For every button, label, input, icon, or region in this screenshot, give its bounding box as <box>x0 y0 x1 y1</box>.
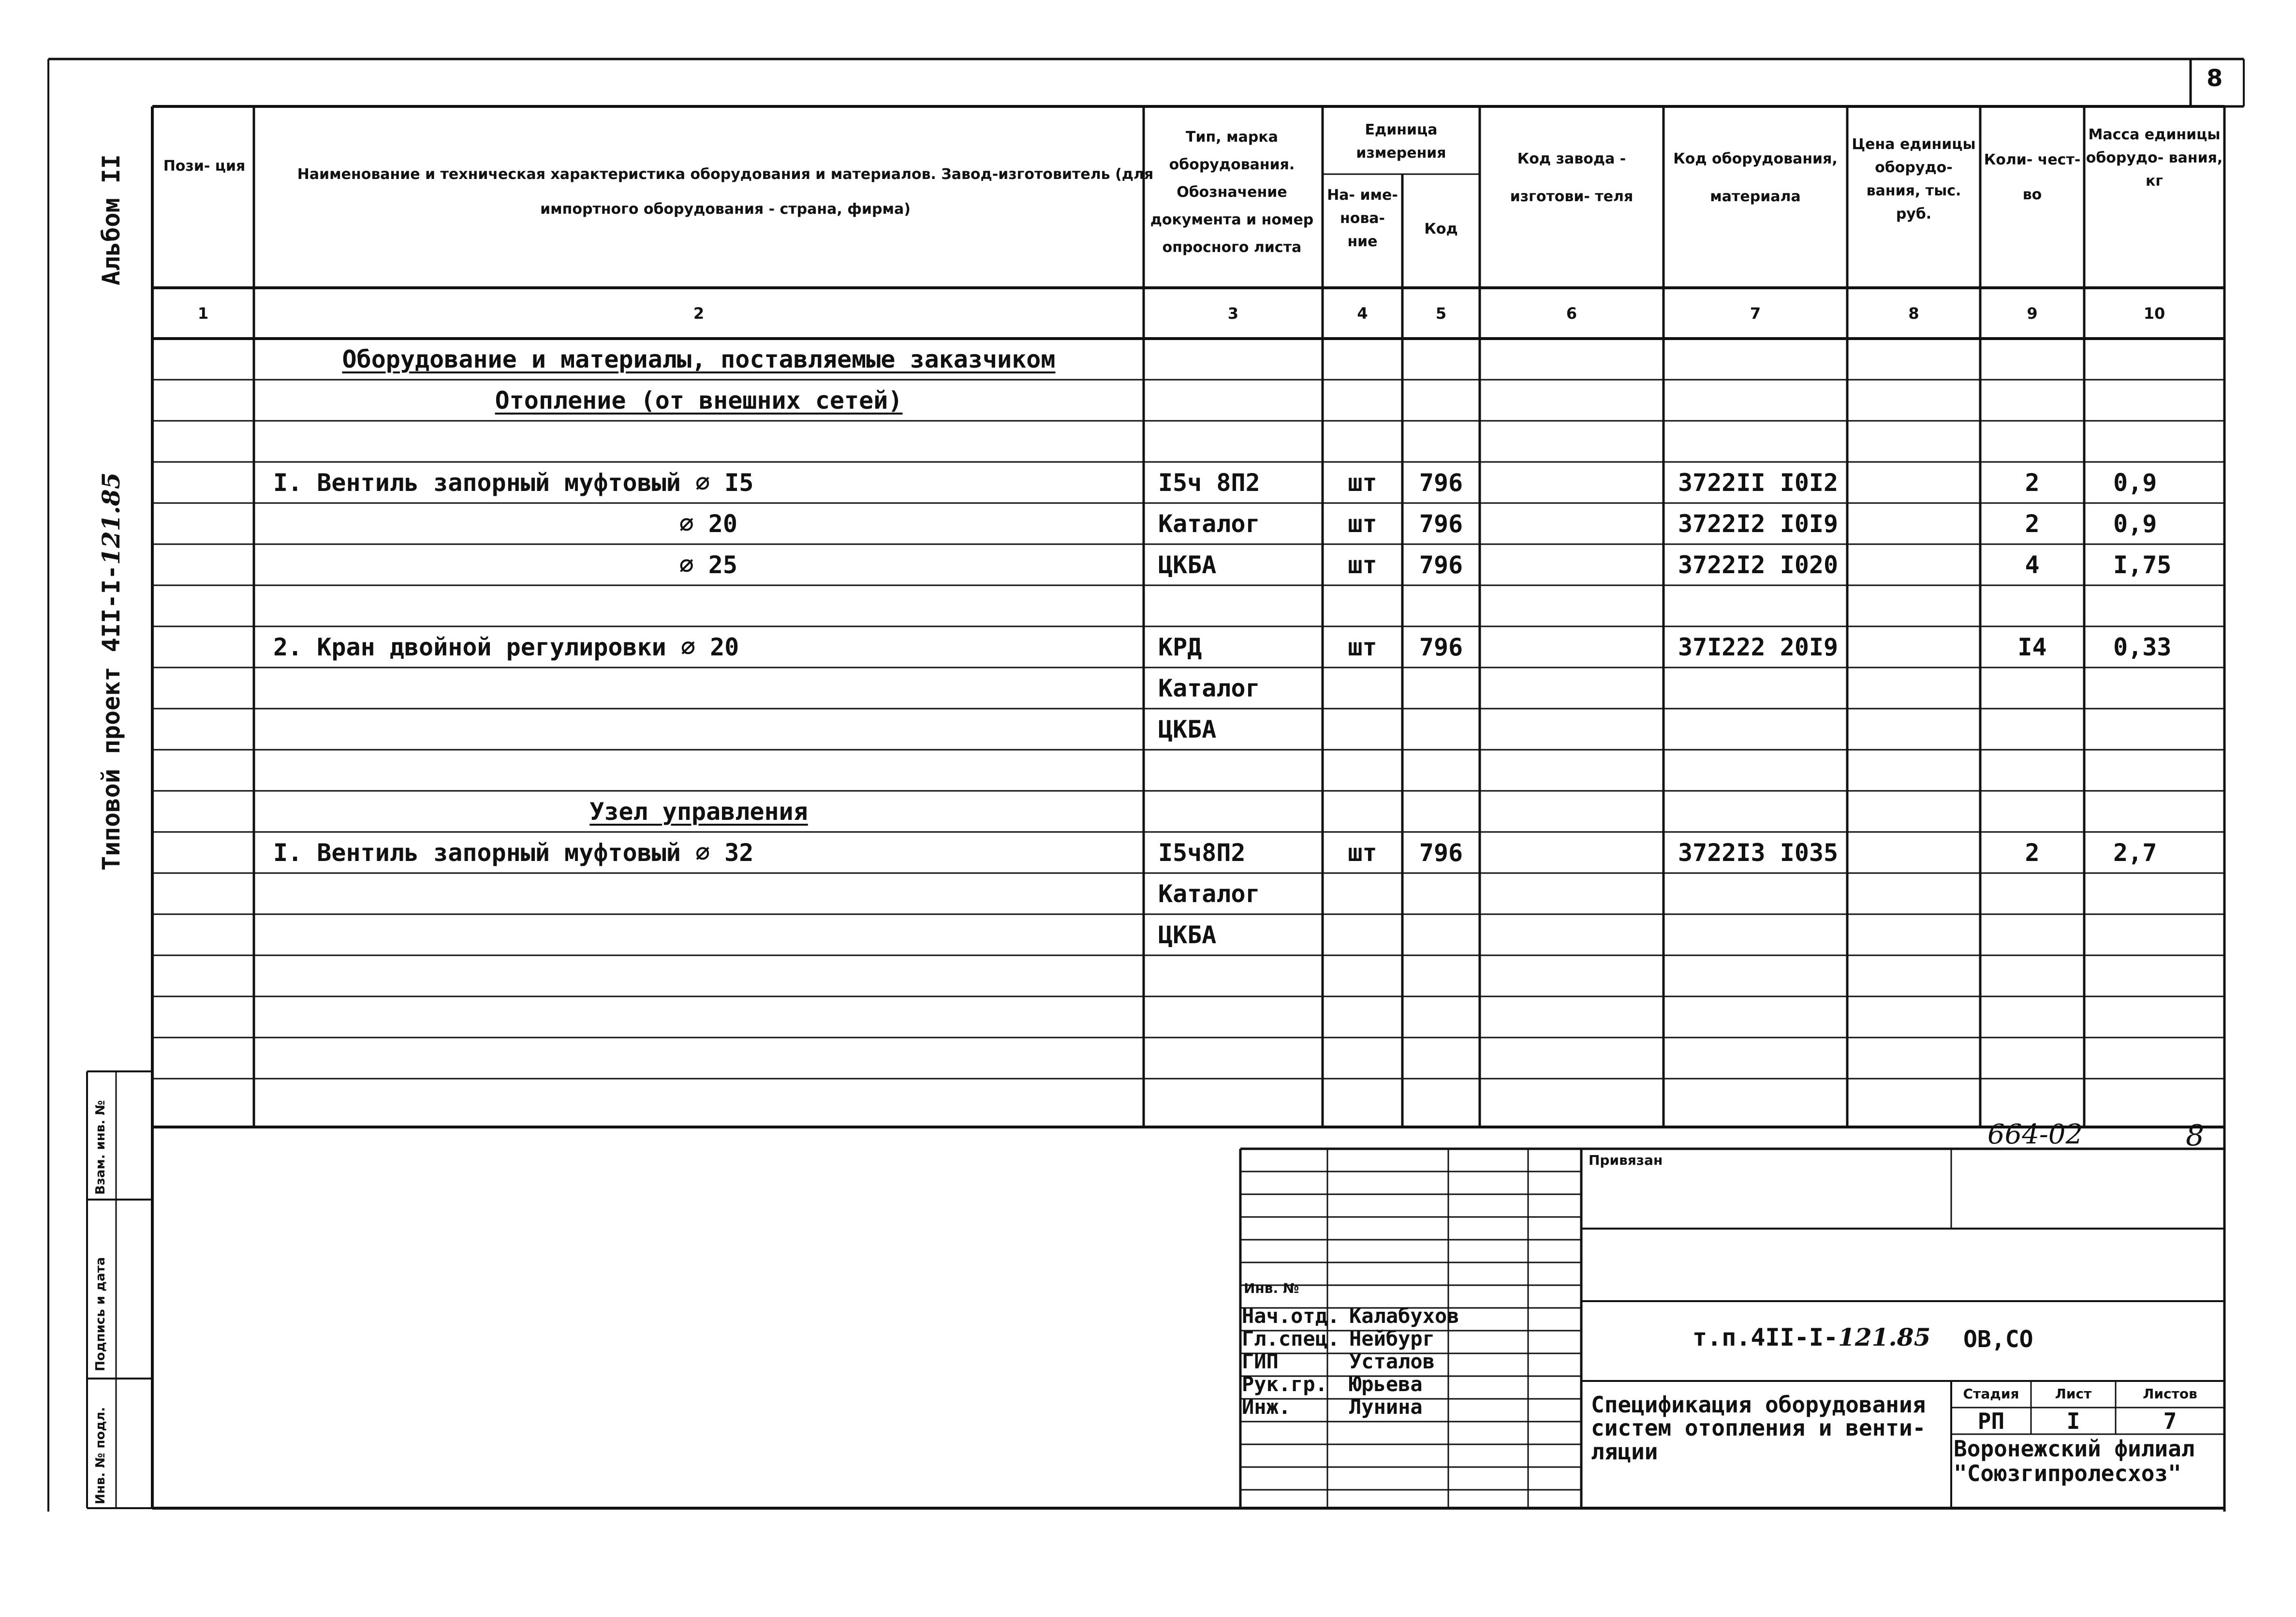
signer-name: Усталов <box>1349 1350 1435 1373</box>
item-unit: шт <box>1348 469 1377 497</box>
bound-label: Привязан <box>1589 1152 1663 1168</box>
signer-name: Нейбург <box>1349 1327 1435 1350</box>
signer-role: Гл.спец. <box>1242 1327 1340 1350</box>
side-label-replacement: Взам. инв. № <box>93 1100 108 1195</box>
designation-suffix: ОВ,СО <box>1963 1326 2033 1353</box>
column-number: 2 <box>693 304 705 323</box>
archive-number: 664-02 <box>1987 1119 2083 1150</box>
column-number: 6 <box>1566 304 1577 323</box>
column-number: 1 <box>197 304 209 323</box>
item-name: ∅ 20 <box>679 510 737 538</box>
item-material-code: 3722II I0I2 <box>1678 469 1839 497</box>
column-number: 3 <box>1227 304 1239 323</box>
item-unit: шт <box>1348 839 1377 867</box>
item-name: I. Вентиль запорный муфтовый ∅ I5 <box>273 469 754 497</box>
sheet-mark: 8 <box>2186 1119 2205 1153</box>
inventory-label: Инв. № <box>1244 1280 1299 1296</box>
item-name: ∅ 25 <box>679 551 737 579</box>
project-code: Типовой проект 4II-I- <box>97 564 125 871</box>
column-number: 8 <box>1908 304 1919 323</box>
item-material-code: 3722I2 I0I9 <box>1678 510 1839 538</box>
item-mass: 2,7 <box>2113 839 2157 867</box>
column-number: 5 <box>1435 304 1447 323</box>
signer-name: Калабухов <box>1349 1304 1459 1328</box>
album-label: Альбом II <box>97 154 125 285</box>
signer-role: ГИП <box>1242 1350 1279 1373</box>
item-type: I5ч8П2 <box>1158 839 1246 867</box>
item-quantity: 2 <box>2025 510 2040 538</box>
signer-name: Лунина <box>1349 1395 1423 1419</box>
stage-value: РП <box>1977 1408 2005 1434</box>
item-type: Каталог <box>1158 674 1260 702</box>
item-unit: шт <box>1348 510 1377 538</box>
document-title: Спецификация оборудования систем отопления и венти- ляции <box>1591 1392 1926 1465</box>
item-unit-code: 796 <box>1419 469 1463 497</box>
item-type: КРД <box>1158 633 1202 661</box>
sheets-label: Листов <box>2143 1386 2197 1402</box>
header-quantity: Коли- чест- во <box>1984 151 2081 203</box>
header-type: Тип, марка оборудования. Обозначение документа и номер опросного листа <box>1150 129 1314 256</box>
item-unit-code: 796 <box>1419 633 1463 661</box>
item-type: ЦКБА <box>1158 551 1217 579</box>
column-number: 4 <box>1357 304 1368 323</box>
organization: Воронежский филиал "Союзгипролесхоз" <box>1954 1436 2195 1486</box>
designation <box>1693 1325 1930 1350</box>
section-heading: Оборудование и материалы, поставляемые заказчиком <box>342 345 1056 373</box>
item-type: I5ч 8П2 <box>1158 469 1260 497</box>
header-material-code: Код оборудования, материала <box>1673 150 1838 205</box>
item-material-code: 3722I3 I035 <box>1678 839 1839 867</box>
header-unit-code: Код <box>1424 221 1458 237</box>
stage-label: Стадия <box>1963 1386 2019 1402</box>
item-quantity: 4 <box>2025 551 2040 579</box>
designation-handwritten: 121.85 <box>1838 1323 1931 1351</box>
side-label-original: Инв. № подл. <box>93 1407 108 1504</box>
item-mass: 0,9 <box>2113 510 2157 538</box>
item-material-code: 37I222 20I9 <box>1678 633 1839 661</box>
item-mass: I,75 <box>2113 551 2172 579</box>
signer-name: Юрьева <box>1349 1372 1423 1396</box>
page-number: 8 <box>2207 65 2223 92</box>
sheet-label: Лист <box>2055 1386 2092 1402</box>
item-type: ЦКБА <box>1158 715 1217 743</box>
item-mass: 0,9 <box>2113 469 2157 497</box>
project-label <box>99 472 123 871</box>
item-unit: шт <box>1348 551 1377 579</box>
side-label-signature: Подпись и дата <box>93 1257 108 1371</box>
item-type: Каталог <box>1158 510 1260 538</box>
header-position: Пози- ция <box>163 158 246 175</box>
item-quantity: I4 <box>2017 633 2047 661</box>
project-code-handwritten: 121.85 <box>97 472 125 565</box>
item-quantity: 2 <box>2025 469 2040 497</box>
item-quantity: 2 <box>2025 839 2040 867</box>
section-heading: Отопление (от внешних сетей) <box>495 386 903 415</box>
header-unit-name: На- име- нова- ние <box>1327 187 1398 250</box>
item-type: ЦКБА <box>1158 921 1217 949</box>
signer-role: Рук.гр. <box>1242 1372 1328 1396</box>
item-name: 2. Кран двойной регулировки ∅ 20 <box>273 633 739 661</box>
column-number: 9 <box>2027 304 2038 323</box>
header-unit-group: Единица измерения <box>1356 121 1446 162</box>
item-unit-code: 796 <box>1419 839 1463 867</box>
header-manufacturer-code: Код завода - изготови- теля <box>1510 150 1634 205</box>
header-price: Цена единицы оборудо- вания, тыс. руб. <box>1852 136 1976 223</box>
section-heading: Узел управления <box>589 798 808 826</box>
header-name: Наименование и техническая характеристика оборудования и материалов. Завод-изготовитель (для импортного оборудования - страна, фирма) <box>297 166 1154 218</box>
item-unit-code: 796 <box>1419 510 1463 538</box>
header-mass: Масса единицы оборудо- вания, кг <box>2086 126 2223 190</box>
column-number: 7 <box>1750 304 1761 323</box>
signer-role: Инж. <box>1242 1395 1291 1419</box>
designation-code: т.п.4II-I- <box>1693 1323 1839 1351</box>
item-material-code: 3722I2 I020 <box>1678 551 1839 579</box>
column-number: 10 <box>2143 304 2165 323</box>
item-name: I. Вентиль запорный муфтовый ∅ 32 <box>273 839 754 867</box>
sheet-value: I <box>2066 1408 2080 1434</box>
item-mass: 0,33 <box>2113 633 2172 661</box>
signer-role: Нач.отд. <box>1242 1304 1340 1328</box>
item-unit: шт <box>1348 633 1377 661</box>
item-unit-code: 796 <box>1419 551 1463 579</box>
item-type: Каталог <box>1158 880 1260 908</box>
sheets-value: 7 <box>2163 1408 2177 1434</box>
